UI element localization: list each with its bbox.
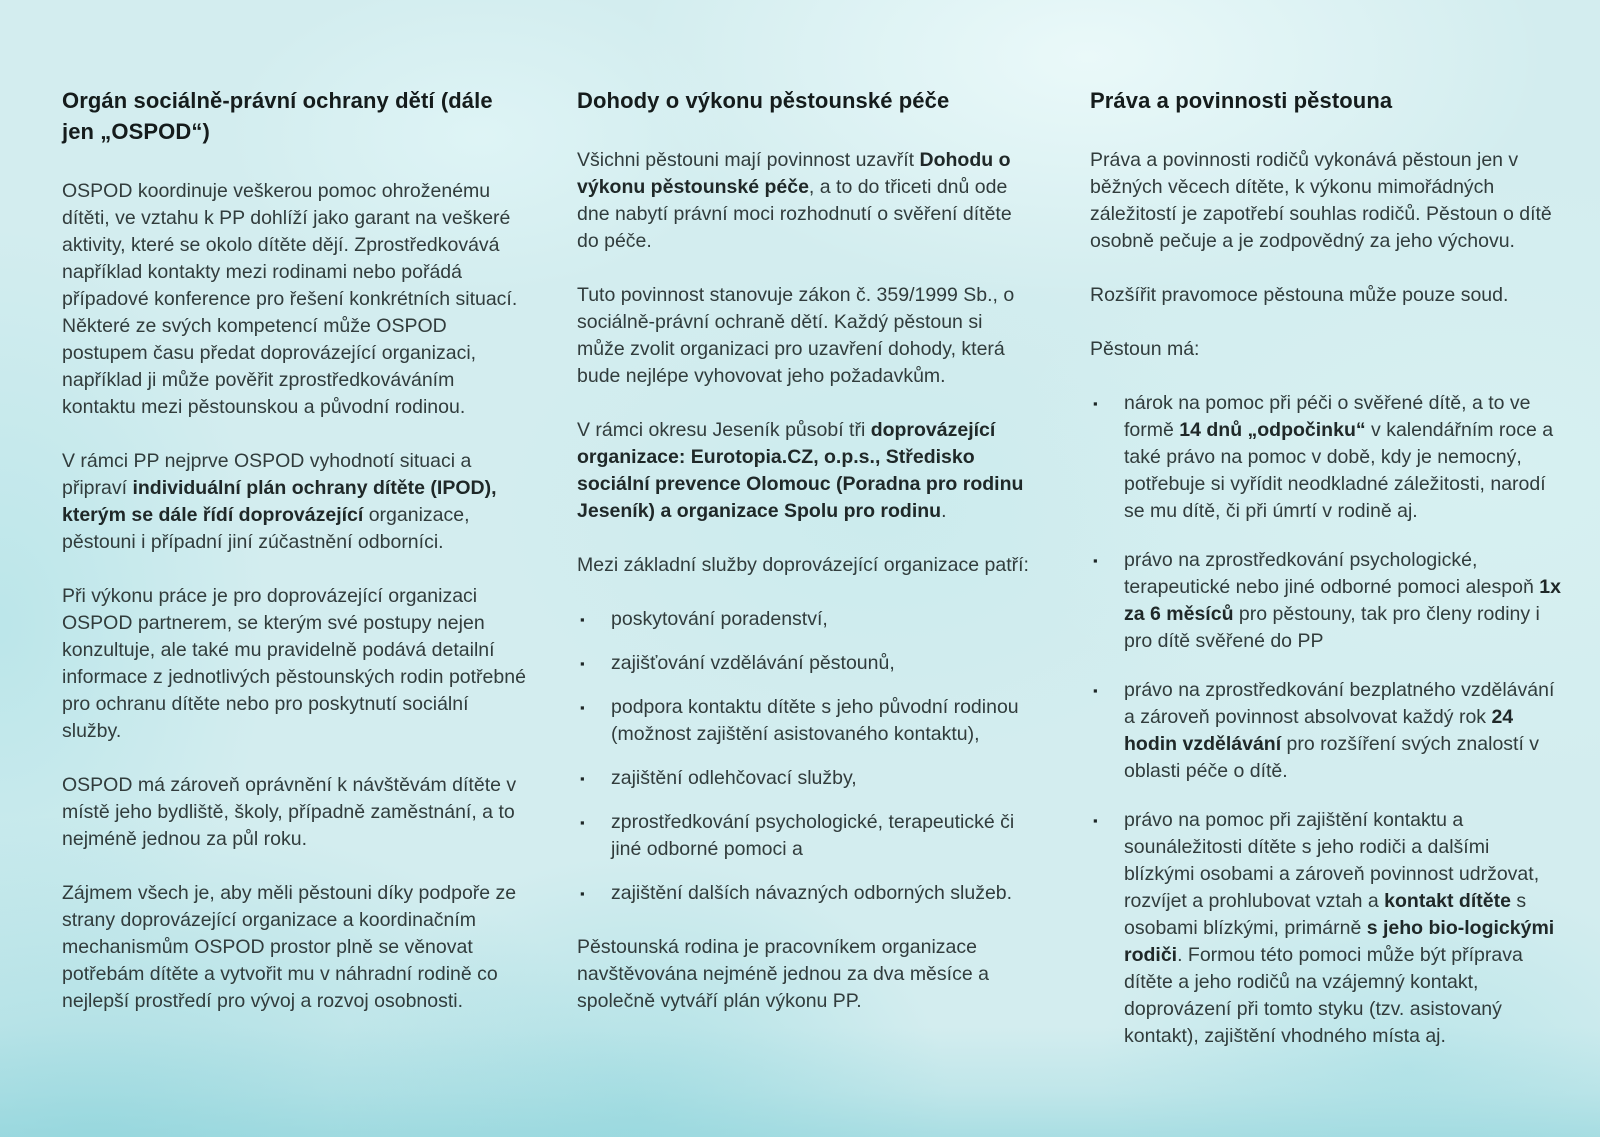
column-ospod <box>62 85 527 1042</box>
bullet-item <box>577 880 1029 907</box>
bold-text: individuální plán ochrany dítěte (IPOD), kterým se dále řídí doprovázející <box>62 477 497 526</box>
bullet-square-icon: ▪ <box>1093 553 1098 568</box>
column-dohody <box>577 85 1029 1042</box>
bullet-square-icon: ▪ <box>580 886 585 901</box>
body-text: s osobami blízkými, primárně <box>1124 890 1527 939</box>
body-text: zajišťování vzdělávání pěstounů, <box>611 652 895 674</box>
bullet-text <box>611 650 1029 677</box>
column-body-ospod <box>62 178 527 1015</box>
bullet-item <box>577 694 1029 748</box>
bullet-list <box>1090 390 1564 1050</box>
bullet-text <box>1124 677 1564 785</box>
paragraph <box>1090 336 1564 363</box>
bullet-item <box>577 650 1029 677</box>
column-heading-dohody: Dohody o výkonu pěstounské péče <box>577 88 950 113</box>
bullet-square-icon: ▪ <box>580 815 585 830</box>
bullet-square-icon: ▪ <box>580 612 585 627</box>
column-body-prava <box>1090 147 1564 1050</box>
body-text: OSPOD má zároveň oprávnění k návštěvám dítěte v místě jeho bydliště, školy, případně zaměstnání, a to nejméně jednou za půl roku. <box>62 774 517 850</box>
bullet-square-icon: ▪ <box>1093 396 1098 411</box>
paragraph <box>577 417 1029 525</box>
body-text: Pěstounská rodina je pracovníkem organizace navštěvována nejméně jednou za dva měsíce a společně vytváří plán výkonu PP. <box>577 936 989 1012</box>
column-prava <box>1090 85 1564 1077</box>
bullet-text <box>611 880 1029 907</box>
bullet-text <box>611 606 1029 633</box>
body-text: V rámci okresu Jeseník působí tři <box>577 419 871 441</box>
paragraph <box>1090 282 1564 309</box>
body-text: OSPOD koordinuje veškerou pomoc ohroženému dítěti, ve vztahu k PP dohlíží jako garant na veškeré aktivity, které se okolo dítěte dějí. Zprostředkovává například kontakty mezi rodinami nebo pořádá případové konference pro řešení konkrétních situací. Některé ze svých kompetencí může OSPOD postupem času předat doprovázející organizaci, například ji může pověřit zprostředkováváním kontaktu mezi pěstounskou a původní rodinou. <box>62 180 518 418</box>
bullet-item <box>1090 807 1564 1050</box>
body-text: nárok na pomoc při péči o svěřené dítě, a to ve formě <box>1124 392 1531 441</box>
paragraph <box>1090 147 1564 255</box>
bullet-text <box>611 809 1029 863</box>
paragraph <box>577 934 1029 1015</box>
bullet-item <box>1090 390 1564 525</box>
bullet-item <box>577 606 1029 633</box>
bullet-item <box>1090 677 1564 785</box>
bold-text: kontakt dítěte <box>1384 890 1511 912</box>
paragraph <box>577 282 1029 390</box>
bullet-text <box>611 765 1029 792</box>
bullet-square-icon: ▪ <box>1093 683 1098 698</box>
bullet-text <box>1124 547 1564 655</box>
body-text: právo na zprostředkování bezplatného vzdělávání a zároveň povinnost absolvovat každý rok <box>1124 679 1555 728</box>
body-text: V rámci PP nejprve OSPOD vyhodnotí situaci a připraví <box>62 450 472 499</box>
body-text: pro pěstouny, tak pro členy rodiny i pro dítě svěřené do PP <box>1124 603 1540 652</box>
bold-text: s jeho bio-logickými rodiči <box>1124 917 1555 966</box>
paragraph <box>577 147 1029 255</box>
body-text: zprostředkování psychologické, terapeutické či jiné odborné pomoci a <box>611 811 1015 860</box>
body-text: Při výkonu práce je pro doprovázející organizaci OSPOD partnerem, se kterým své postupy nejen konzultuje, ale také mu pravidelně podává detailní informace z jednotlivých pěstounských rodin potřebné pro ochranu dítěte nebo pro poskytnutí sociální služby. <box>62 585 526 742</box>
paragraph <box>62 583 527 745</box>
body-text: v kalendářním roce a také právo na pomoc v době, kdy je nemocný, potřebuje si vyřídit neodkladné záležitosti, narodí se mu dítě, či při úmrtí v rodině aj. <box>1124 419 1554 522</box>
body-text: Pěstoun má: <box>1090 338 1200 360</box>
bullet-item <box>1090 547 1564 655</box>
bullet-item <box>577 809 1029 863</box>
body-text: Práva a povinnosti rodičů vykonává pěstoun jen v běžných věcech dítěte, k výkonu mimořádných záležitostí je zapotřebí souhlas rodičů. Pěstoun o dítě osobně pečuje a je zodpovědný za jeho výchovu. <box>1090 149 1552 252</box>
body-text: Zájmem všech je, aby měli pěstouni díky podpoře ze strany doprovázející organizace a koordinačním mechanismům OSPOD prostor plně se věnovat potřebám dítěte a vytvořit mu v náhradní rodině co nejlepší prostředí pro vývoj a rozvoj osobnosti. <box>62 882 517 1012</box>
bullet-text <box>1124 807 1564 1050</box>
bold-text: Dohodu o výkonu pěstounské péče <box>577 149 1011 198</box>
body-text: . <box>941 500 947 522</box>
column-body-dohody <box>577 147 1029 1015</box>
bullet-square-icon: ▪ <box>580 771 585 786</box>
paragraph <box>62 772 527 853</box>
body-text: Mezi základní služby doprovázející organizace patří: <box>577 554 1029 576</box>
paragraph <box>62 178 527 421</box>
body-text: , a to do třiceti dnů ode dne nabytí právní moci rozhodnutí o svěření dítěte do péče. <box>577 176 1012 252</box>
bullet-square-icon: ▪ <box>1093 813 1098 828</box>
bullet-list <box>577 606 1029 907</box>
paragraph <box>62 880 527 1015</box>
body-text: Všichni pěstouni mají povinnost uzavřít <box>577 149 920 171</box>
body-text: pro rozšíření svých znalostí v oblasti péče o dítě. <box>1124 733 1540 782</box>
paragraph <box>62 448 527 556</box>
bullet-text <box>611 694 1029 748</box>
bold-text: 14 dnů „odpočinku“ <box>1179 419 1366 441</box>
column-heading-ospod: Orgán sociálně-právní ochrany dětí (dále jen „OSPOD“) <box>62 88 493 144</box>
body-text: podpora kontaktu dítěte s jeho původní rodinou (možnost zajištění asistovaného kontaktu), <box>611 696 1019 745</box>
body-text: zajištění dalších návazných odborných služeb. <box>611 882 1013 904</box>
bullet-item <box>577 765 1029 792</box>
column-heading-prava: Práva a povinnosti pěstouna <box>1090 88 1393 113</box>
bullet-text <box>1124 390 1564 525</box>
body-text: právo na pomoc při zajištění kontaktu a sounáležitosti dítěte s jeho rodiči a dalšími blízkými osobami a zároveň povinnost udržovat, rozvíjet a prohlubovat vztah a <box>1124 809 1540 912</box>
bullet-square-icon: ▪ <box>580 656 585 671</box>
body-text: zajištění odlehčovací služby, <box>611 767 857 789</box>
bullet-square-icon: ▪ <box>580 700 585 715</box>
body-text: poskytování poradenství, <box>611 608 828 630</box>
bold-text: doprovázející organizace: Eurotopia.CZ, o.p.s., Středisko sociální prevence Olomouc (Poradna pro rodinu Jeseník) a organizace Spolu pro rodinu <box>577 419 1024 522</box>
bold-text: 1x za 6 měsíců <box>1124 576 1561 625</box>
body-text: Rozšířit pravomoce pěstouna může pouze soud. <box>1090 284 1509 306</box>
paragraph <box>577 552 1029 579</box>
body-text: právo na zprostředkování psychologické, terapeutické nebo jiné odborné pomoci alespoň <box>1124 549 1540 598</box>
body-text: . Formou této pomoci může být příprava dítěte a jeho rodičů na vzájemný kontakt, doprovázení při tomto styku (tzv. asistovaný kontakt), zajištění vhodného místa aj. <box>1124 944 1523 1047</box>
bold-text: 24 hodin vzdělávání <box>1124 706 1514 755</box>
body-text: organizace, pěstouni i případní jiní zúčastnění odborníci. <box>62 504 470 553</box>
body-text: Tuto povinnost stanovuje zákon č. 359/1999 Sb., o sociálně-právní ochraně dětí. Každý pěstoun si může zvolit organizaci pro uzavření dohody, která bude nejlépe vyhovovat jeho požadavkům. <box>577 284 1015 387</box>
